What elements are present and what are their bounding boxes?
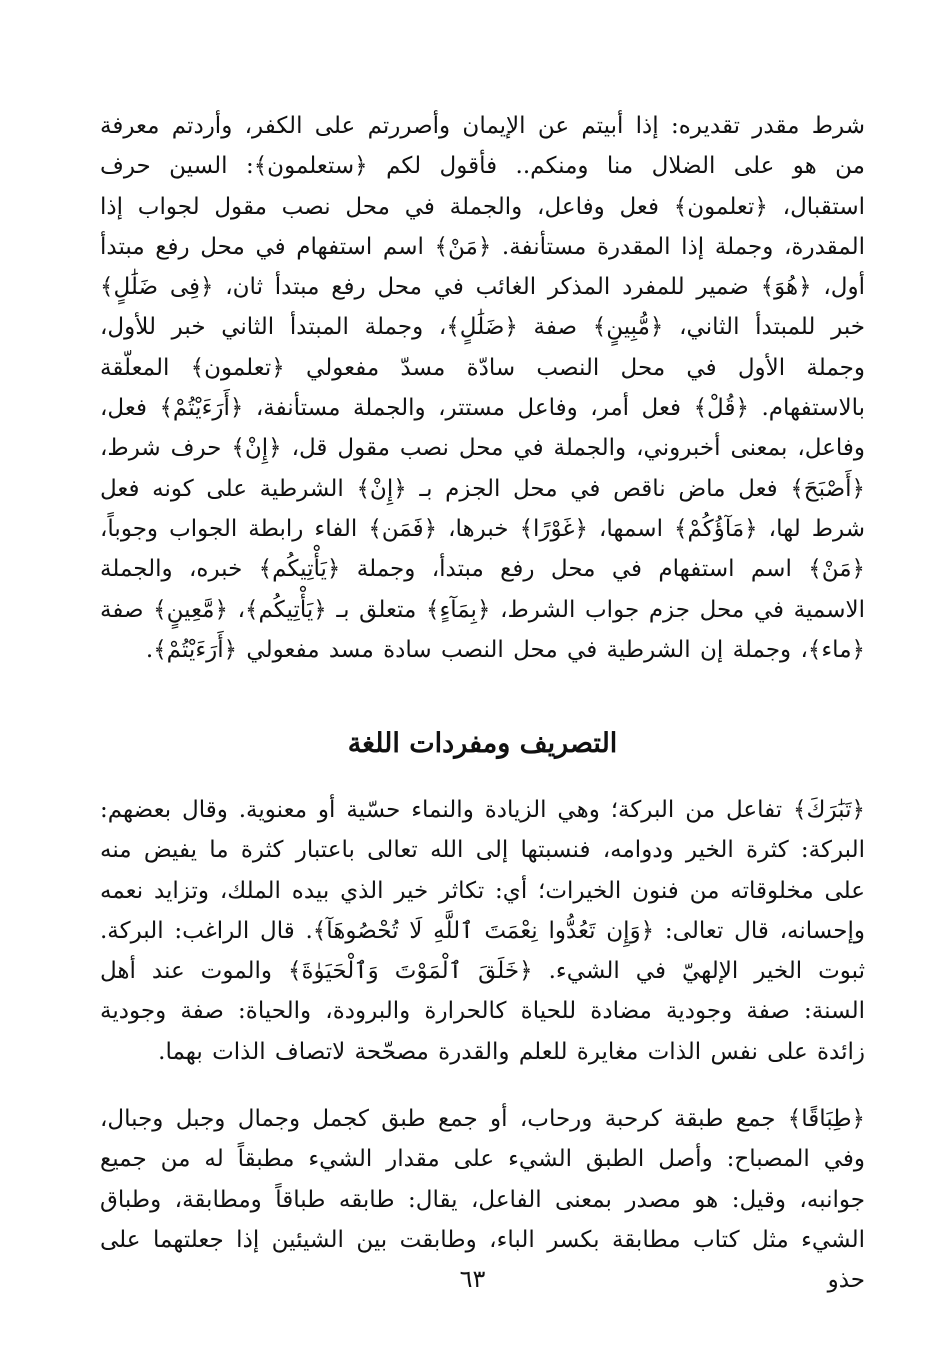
irab-paragraph: شرط مقدر تقديره: إذا أبيتم عن الإيمان وأصررتم على الكفر، وأردتم معرفة من هو على الضلال منا ومنكم.. فأقول لكم ﴿ستعلمون﴾: السين حرف استقبال، ﴿تعلمون﴾ فعل وفاعل، والجملة في محل نصب مقول لجواب إذا المقدرة، وجملة إذا المقدرة مستأنفة. ﴿مَنْ﴾ اسم استفهام في محل رفع مبتدأ أول، ﴿هُوَ﴾ ضمير للمفرد المذكر الغائب في محل رفع مبتدأ ثان، ﴿فِى ضَلَٰلٍ﴾ خبر للمبتدأ الثاني، ﴿مُّبِينٍ﴾ صفة ﴿ضَلَٰلٍ﴾، وجملة المبتدأ الثاني خبر للأول، وجملة الأول في محل النصب سادّة مسدّ مفعولي ﴿تعلمون﴾ المعلّقة بالاستفهام. ﴿قُلْ﴾ فعل أمر، وفاعل مستتر، والجملة مستأنفة، ﴿أَرَءَيْتُمْ﴾ فعل، وفاعل، بمعنى أخبروني، والجملة في محل نصب مقول قل، ﴿إِنْ﴾ حرف شرط، ﴿أَصْبَحَ﴾ فعل ماض ناقص في محل الجزم بـ ﴿إِنْ﴾ الشرطية على كونه فعل شرط لها، ﴿مَآؤُكُمْ﴾ اسمها، ﴿غَوْرًا﴾ خبرها، ﴿فَمَن﴾ الفاء رابطة الجواب وجوباً، ﴿مَنْ﴾ اسم استفهام في محل رفع مبتدأ، وجملة ﴿يَأْتِيكُم﴾ خبره، والجملة الاسمية في محل جزم جواب الشرط، ﴿بِمَآءٍ﴾ متعلق بـ ﴿يَأْتِيكُم﴾، ﴿مَّعِينٍ﴾ صفة ﴿ماء﴾، وجملة إن الشرطية في محل النصب سادة مسد مفعولي ﴿أَرَءَيْتُمْ﴾.: [100, 113, 865, 663]
section-heading: التصريف ومفردات اللغة: [347, 728, 618, 760]
page-number: ٦٣: [459, 1265, 486, 1293]
tibaqan-paragraph: ﴿طِبَاقًا﴾ جمع طبقة كرحبة ورحاب، أو جمع طبق كجمل وجمال وجبل وجبال، وفي المصباح: وأصل الطبق الشيء على مقدار الشيء مطبقاً له من جميع جوانبه، وقيل: هو مصدر بمعنى الفاعل، يقال: طابقه طباقاً ومطابقة، وطباق الشيء مثل كتاب مطابقة بكسر الباء، وطابقت بين الشيئين إذا جعلتهما على حذو: [100, 1106, 865, 1294]
tabaraka-paragraph: ﴿تَبَٰرَكَ﴾ تفاعل من البركة؛ وهي الزيادة والنماء حسّية أو معنوية. وقال بعضهم: البركة: كثرة الخير ودوامه، فنسبتها إلى الله تعالى باعتبار كثرة ما يفيض منه على مخلوقاته من فنون الخيرات؛ أي: تكاثر خير الذي بيده الملك، وتزايد نعمه وإحسانه، قال تعالى: ﴿وَإِن تَعُدُّوا نِعْمَتَ ٱللَّهِ لَا تُحْصُوهَآ﴾. قال الراغب: البركة. ثبوت الخير الإلهيّ في الشيء. ﴿خَلَقَ ٱلْمَوْتَ وَٱلْحَيَوٰةَ﴾ والموت عند أهل السنة: صفة وجودية مضادة للحياة كالحرارة والبرودة، والحياة: صفة وجودية زائدة على نفس الذات مغايرة للعلم والقدرة مصحّحة لاتصاف الذات بهما.: [100, 797, 865, 1065]
